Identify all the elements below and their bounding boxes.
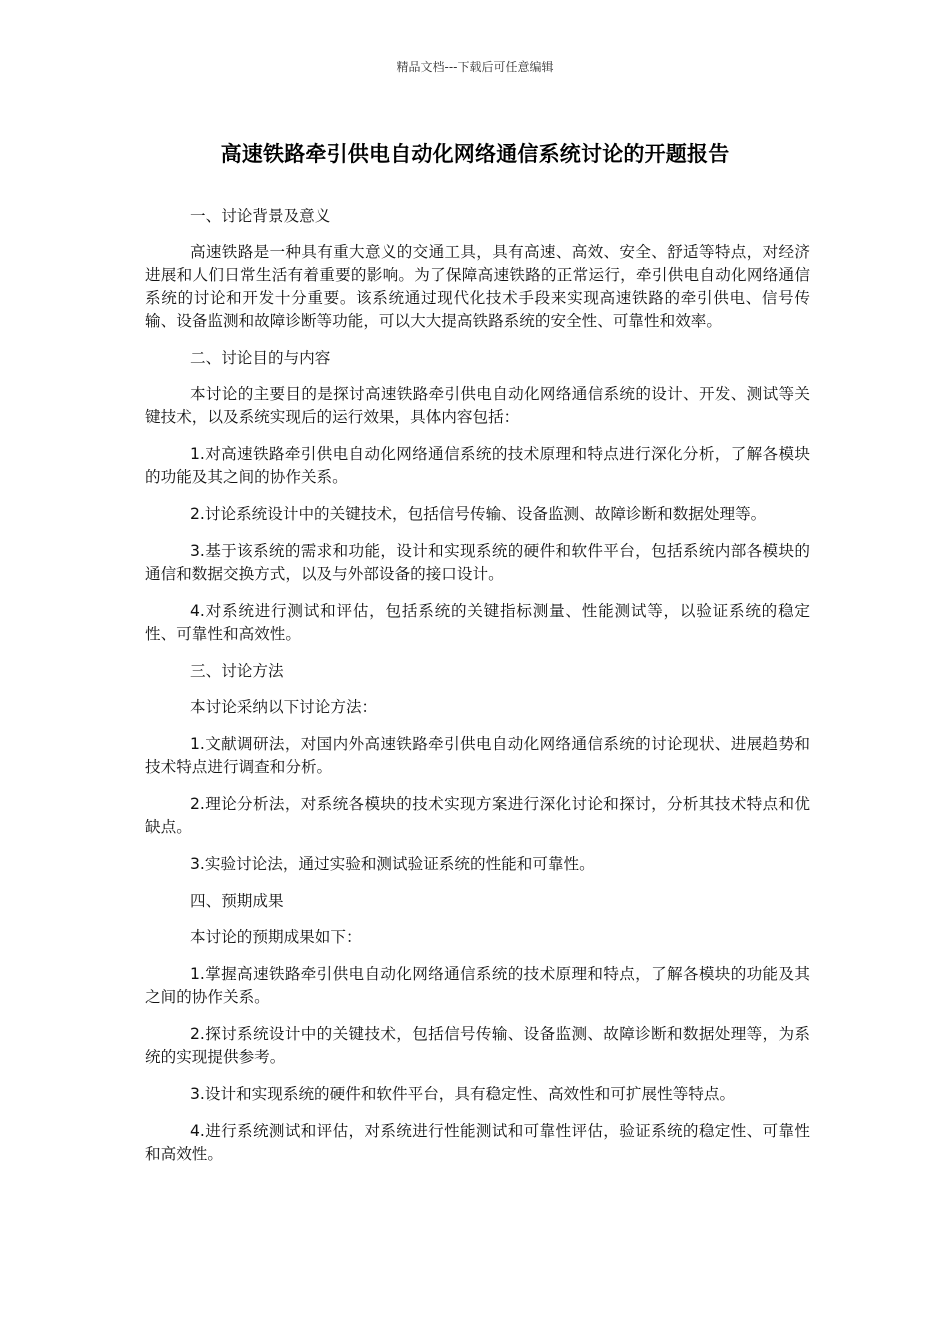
list-item: 2.讨论系统设计中的关键技术，包括信号传输、设备监测、故障诊断和数据处理等。 <box>190 505 767 523</box>
list-item: 1.文献调研法，对国内外高速铁路牵引供电自动化网络通信系统的讨论现状、进展趋势和技术特点进行调查和分析。 <box>145 735 810 776</box>
paragraph: 本讨论的预期成果如下： <box>190 928 362 946</box>
document-body <box>145 205 810 1180</box>
document-title: 高速铁路牵引供电自动化网络通信系统讨论的开题报告 <box>220 142 730 166</box>
list-item: 3.设计和实现系统的硬件和软件平台，具有稳定性、高效性和可扩展性等特点。 <box>190 1085 736 1103</box>
section-heading-background: 一、讨论背景及意义 <box>190 207 331 225</box>
list-item: 2.探讨系统设计中的关键技术，包括信号传输、设备监测、故障诊断和数据处理等，为系统的实现提供参考。 <box>145 1025 810 1066</box>
list-item: 1.掌握高速铁路牵引供电自动化网络通信系统的技术原理和特点，了解各模块的功能及其之间的协作关系。 <box>145 965 810 1006</box>
section-heading-outcomes: 四、预期成果 <box>190 892 284 910</box>
paragraph: 本讨论采纳以下讨论方法： <box>190 698 378 716</box>
list-item: 3.基于该系统的需求和功能，设计和实现系统的硬件和软件平台，包括系统内部各模块的通信和数据交换方式，以及与外部设备的接口设计。 <box>145 542 810 583</box>
section-heading-methods: 三、讨论方法 <box>190 662 284 680</box>
paragraph: 本讨论的主要目的是探讨高速铁路牵引供电自动化网络通信系统的设计、开发、测试等关键技术，以及系统实现后的运行效果，具体内容包括： <box>145 385 810 426</box>
list-item: 4.对系统进行测试和评估，包括系统的关键指标测量、性能测试等，以验证系统的稳定性、可靠性和高效性。 <box>145 602 810 643</box>
list-item: 1.对高速铁路牵引供电自动化网络通信系统的技术原理和特点进行深化分析，了解各模块的功能及其之间的协作关系。 <box>145 445 810 486</box>
list-item: 2.理论分析法，对系统各模块的技术实现方案进行深化讨论和探讨，分析其技术特点和优缺点。 <box>145 795 810 836</box>
list-item: 4.进行系统测试和评估，对系统进行性能测试和可靠性评估，验证系统的稳定性、可靠性和高效性。 <box>145 1122 810 1163</box>
section-heading-purpose: 二、讨论目的与内容 <box>190 349 331 367</box>
paragraph: 高速铁路是一种具有重大意义的交通工具，具有高速、高效、安全、舒适等特点，对经济进展和人们日常生活有着重要的影响。为了保障高速铁路的正常运行，牵引供电自动化网络通信系统的讨论和开发十分重要。该系统通过现代化技术手段来实现高速铁路的牵引供电、信号传输、设备监测和故障诊断等功能，可以大大提高铁路系统的安全性、可靠性和效率。 <box>145 243 810 330</box>
page-header-watermark: 精品文档---下载后可任意编辑 <box>396 60 554 74</box>
list-item: 3.实验讨论法，通过实验和测试验证系统的性能和可靠性。 <box>190 855 595 873</box>
